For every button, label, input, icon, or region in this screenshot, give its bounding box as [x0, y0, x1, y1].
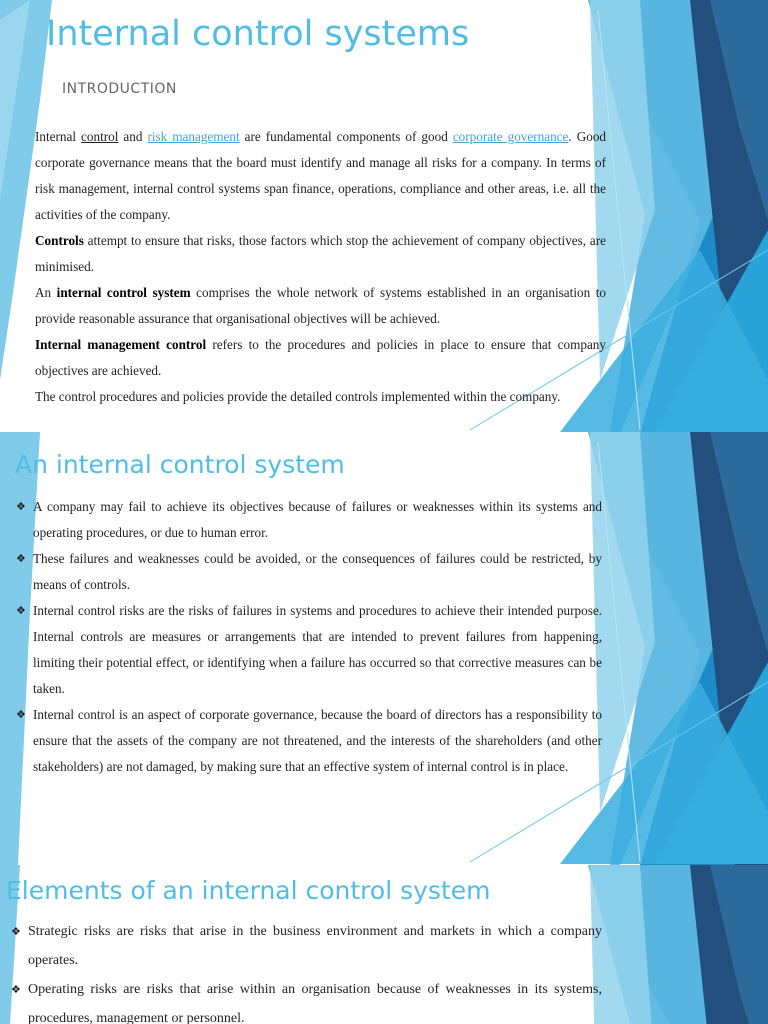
intro-paragraph-4: [35, 332, 606, 384]
diamond-bullet-icon: ❖: [16, 708, 26, 721]
slide-introduction: [0, 0, 768, 432]
text: Internal control risks are the risks of failures in systems and procedures to achieve their intended purpose. Internal controls are measures or arrangements that are intended to prevent failures from happening, limiting their potential effect, or identifying when a failure has occurred so that corrective measures can be taken.: [33, 603, 602, 696]
list-item: [16, 494, 602, 546]
text: refers to the procedures and policies in place to ensure that company objectives are achieved.: [35, 337, 606, 378]
controls-term: Controls: [35, 233, 84, 248]
intro-paragraph-5: The control procedures and policies provide the detailed controls implemented within the company.: [35, 389, 561, 404]
corporate-governance-link[interactable]: corporate governance: [452, 129, 569, 144]
section-title: An internal control system: [15, 450, 345, 479]
section-subtitle: INTRODUCTION: [62, 81, 177, 97]
diamond-bullet-icon: ❖: [16, 500, 26, 513]
list-item: [16, 546, 602, 598]
bullet-list: [16, 494, 602, 780]
text: These failures and weaknesses could be avoided, or the consequences of failures could be restricted, by means of controls.: [33, 551, 602, 592]
text: . Good corporate governance means that the board must identify and manage all risks for a company. In terms of risk management, internal control systems span finance, operations, compliance and other areas, i.e. all the activities of the company.: [35, 129, 607, 222]
control-term: control: [81, 129, 119, 144]
text: Operating risks are risks that arise within an organisation because of weaknesses in its systems, procedures, management or personnel.: [28, 982, 602, 1024]
list-item: [16, 598, 602, 702]
diamond-bullet-icon: ❖: [16, 604, 26, 617]
page-title: Internal control systems: [46, 14, 470, 54]
diamond-bullet-icon: ❖: [11, 983, 21, 996]
diamond-bullet-icon: ❖: [11, 925, 21, 938]
text: attempt to ensure that risks, those factors which stop the achievement of company objectives, are minimised.: [35, 233, 606, 274]
intro-body: [35, 124, 606, 410]
intro-paragraph-2: [35, 228, 606, 280]
text: An: [35, 285, 57, 300]
list-item: [11, 975, 602, 1024]
text: A company may fail to achieve its objectives because of failures or weaknesses within its systems and operating procedures, or due to human error.: [33, 499, 602, 540]
diamond-bullet-icon: ❖: [16, 552, 26, 565]
text: Internal control is an aspect of corporate governance, because the board of directors has a responsibility to ensure that the assets of the company are not threatened, and the interests of the shareholders (and other stakeholders) are not damaged, by making sure that an effective system of internal control is in place.: [33, 707, 602, 774]
bullet-list: [11, 917, 602, 1024]
text: and: [118, 129, 148, 144]
section-body: [16, 494, 602, 780]
text: Strategic risks are risks that arise in the business environment and markets in which a company operates.: [28, 924, 602, 968]
text: comprises the whole network of systems established in an organisation to provide reasonable assurance that organisational objectives will be achieved.: [35, 285, 606, 326]
section-title: Elements of an internal control system: [6, 876, 491, 905]
intro-paragraph-1: [35, 124, 606, 228]
list-item: [16, 702, 602, 780]
slide-elements: [0, 865, 768, 1024]
slide-internal-control-system: [0, 432, 768, 865]
list-item: [11, 917, 602, 975]
text: are fundamental components of good: [239, 129, 453, 144]
internal-management-control-term: Internal management control: [35, 337, 207, 352]
internal-control-system-term: internal control system: [56, 285, 191, 300]
text: Internal: [35, 129, 82, 144]
section-body: [11, 917, 602, 1024]
intro-paragraph-3: [35, 280, 606, 332]
risk-management-link[interactable]: risk management: [147, 129, 240, 144]
